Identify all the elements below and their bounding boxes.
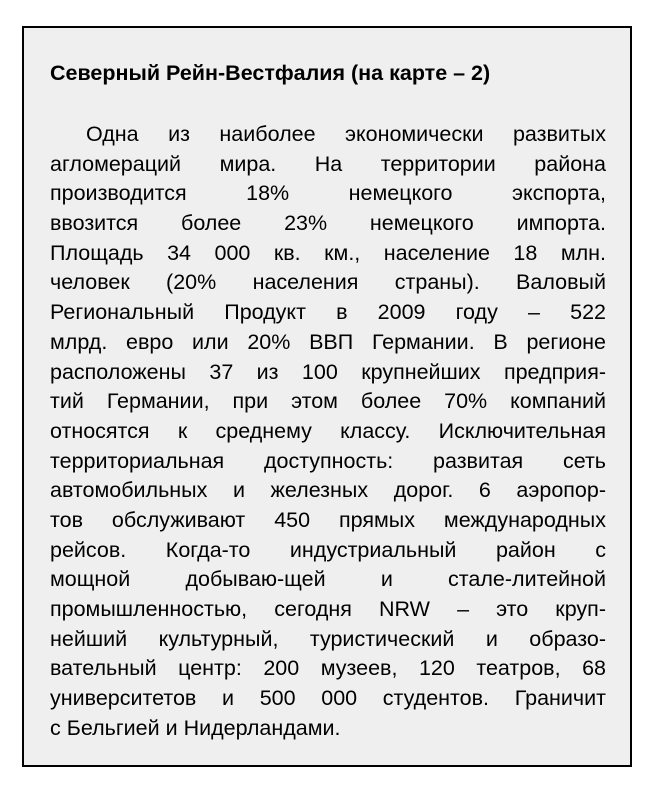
paragraph-line: университетов и 500 000 студентов. Граничит [50, 686, 606, 711]
paragraph-line: нейший культурный, туристический и образо- [50, 626, 606, 651]
heading: Северный Рейн-Вестфалия (на карте – 2) [50, 61, 491, 85]
paragraph-line: с Бельгией и Нидерландами. [50, 715, 341, 740]
paragraph-line: территориальная доступность: развитая сеть [50, 448, 606, 473]
paragraph-line: ввозится более 23% немецкого импорта. [50, 211, 606, 236]
paragraph-line: Региональный Продукт в 2009 году – 522 [50, 300, 606, 325]
paragraph-line: относятся к среднему классу. Исключительная [50, 418, 606, 443]
paragraph-line: человек (20% населения страны). Валовый [50, 270, 606, 295]
paragraph-line: тов обслуживают 450 прямых международных [50, 507, 606, 532]
paragraph-line: Площадь 34 000 кв. км., население 18 млн. [50, 240, 606, 265]
paragraph-line: агломераций мира. На территории района [50, 151, 606, 176]
paragraph-line: мощной добываю-щей и стале-литейной [50, 567, 606, 592]
paragraph-line: производится 18% немецкого экспорта, [50, 181, 606, 206]
paragraph-line: вательный центр: 200 музеев, 120 театров, 68 [50, 656, 606, 681]
paragraph-line: автомобильных и железных дорог. 6 аэропор- [50, 478, 606, 503]
text-box [22, 26, 632, 767]
paragraph-line: тий Германии, при этом более 70% компаний [50, 389, 606, 414]
paragraph-line: Одна из наиболее экономически развитых [86, 122, 606, 146]
paragraph-line: рейсов. Когда-то индустриальный район с [50, 537, 606, 562]
paragraph-line: расположены 37 из 100 крупнейших предприя- [50, 359, 606, 384]
paragraph-line: млрд. евро или 20% ВВП Германии. В регионе [50, 329, 606, 354]
body-paragraph [50, 120, 606, 743]
paragraph-line: промышленностью, сегодня NRW – это круп- [50, 597, 606, 621]
